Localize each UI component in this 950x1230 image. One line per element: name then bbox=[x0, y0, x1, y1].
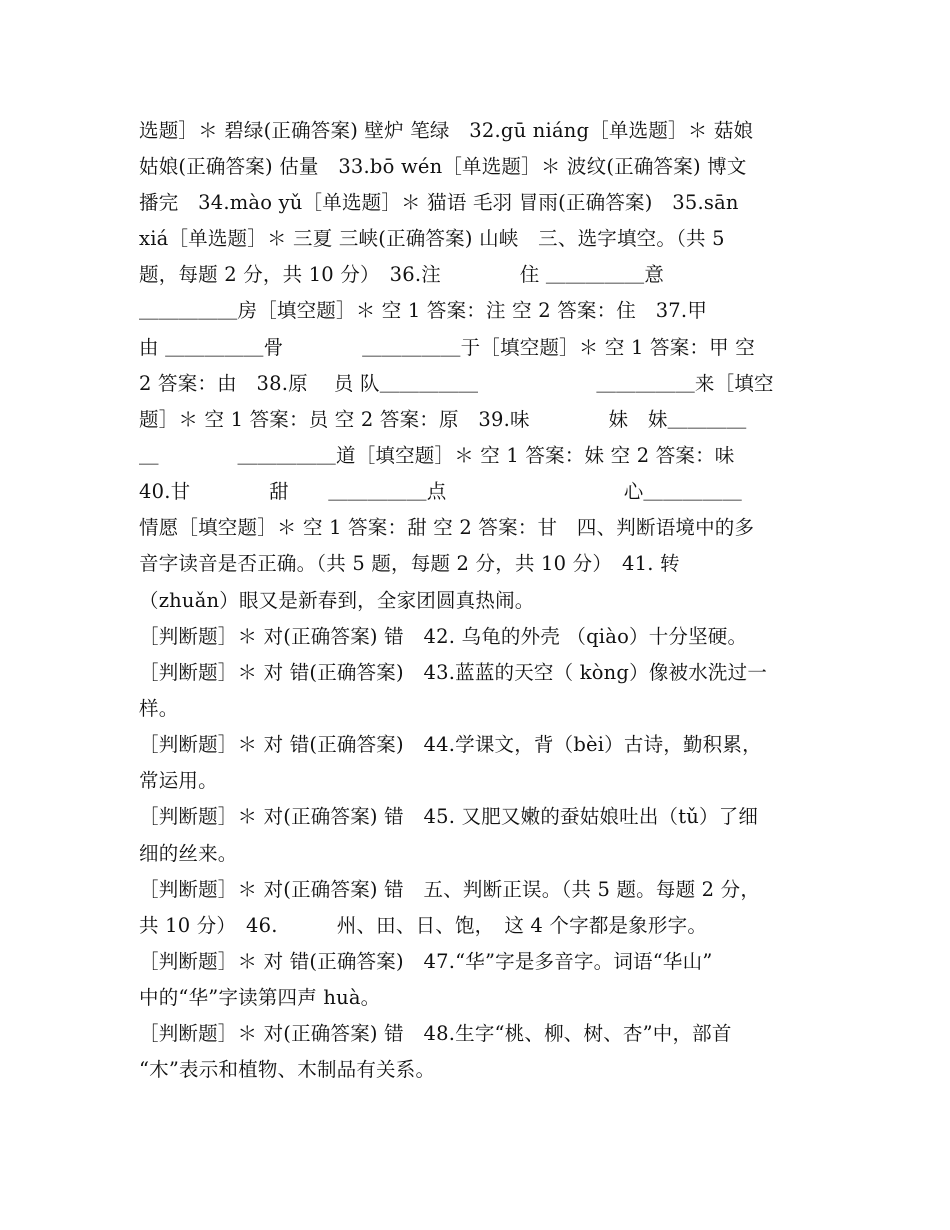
text-line: ［判断题］＊ 对 错(正确答案) 44.学课文，背（bèi）古诗，勤积累， bbox=[139, 733, 762, 756]
text-line: ［判断题］＊ 对 错(正确答案) 43.蓝蓝的天空（ kòng）像被水洗过一 bbox=[139, 661, 768, 684]
text-line: （zhuǎn）眼又是新春到，全家团圆真热闹。 bbox=[139, 589, 535, 612]
text-line: xiá［单选题］＊ 三夏 三峡(正确答案) 山峡 三、选字填空。（共 5 bbox=[139, 227, 725, 250]
text-line: 40.甘 甜 ＿＿＿＿＿点 心＿＿＿＿＿ bbox=[139, 480, 742, 503]
text-line: ［判断题］＊ 对(正确答案) 错 42. 乌龟的外壳 （qiào）十分坚硬。 bbox=[139, 625, 748, 648]
text-line: “木”表示和植物、木制品有关系。 bbox=[139, 1058, 436, 1081]
text-line: 中的“华”字读第四声 huà。 bbox=[139, 986, 381, 1009]
text-line: 姑娘(正确答案) 估量 33.bō wén［单选题］＊ 波纹(正确答案) 博文 bbox=[139, 155, 747, 178]
text-line: 情愿［填空题］＊ 空 1 答案：甜 空 2 答案：甘 四、判断语境中的多 bbox=[139, 516, 755, 539]
text-line: ＿ ＿＿＿＿＿道［填空题］＊ 空 1 答案：妹 空 2 答案：味 bbox=[139, 444, 735, 467]
text-line: 播完 34.mào yǔ［单选题］＊ 猫语 毛羽 冒雨(正确答案) 35.sān bbox=[139, 191, 739, 214]
text-line: 音字读音是否正确。（共 5 题，每题 2 分，共 10 分） 41. 转 bbox=[139, 552, 680, 575]
text-line: 常运用。 bbox=[139, 769, 218, 792]
text-line: 样。 bbox=[139, 697, 179, 720]
text-line: 细的丝来。 bbox=[139, 842, 238, 865]
text-line: ［判断题］＊ 对(正确答案) 错 五、判断正误。（共 5 题。每题 2 分， bbox=[139, 878, 761, 901]
text-line: 题，每题 2 分，共 10 分） 36.注 住 ＿＿＿＿＿意 bbox=[139, 263, 665, 286]
text-line: ［判断题］＊ 对(正确答案) 错 48.生字“桃、柳、树、杏”中，部首 bbox=[139, 1022, 732, 1045]
text-line: 由 ＿＿＿＿＿骨 ＿＿＿＿＿于［填空题］＊ 空 1 答案：甲 空 bbox=[139, 336, 755, 359]
text-line: 选题］＊ 碧绿(正确答案) 壁炉 笔绿 32.gū niáng［单选题］＊ 菇娘 bbox=[139, 119, 754, 142]
text-line: ［判断题］＊ 对(正确答案) 错 45. 又肥又嫩的蚕姑娘吐出（tǔ）了细 bbox=[139, 805, 759, 828]
text-line: 题］＊ 空 1 答案：员 空 2 答案：原 39.味 妹 妹＿＿＿＿ bbox=[139, 408, 747, 431]
text-line: 2 答案：由 38.原 员 队＿＿＿＿＿ ＿＿＿＿＿来［填空 bbox=[139, 372, 774, 395]
text-line: ［判断题］＊ 对 错(正确答案) 47.“华”字是多音字。词语“华山” bbox=[139, 950, 713, 973]
text-line: ＿＿＿＿＿房［填空题］＊ 空 1 答案：注 空 2 答案：住 37.甲 bbox=[139, 299, 708, 322]
text-line: 共 10 分） 46. 州、田、日、饱， 这 4 个字都是象形字。 bbox=[139, 914, 708, 937]
